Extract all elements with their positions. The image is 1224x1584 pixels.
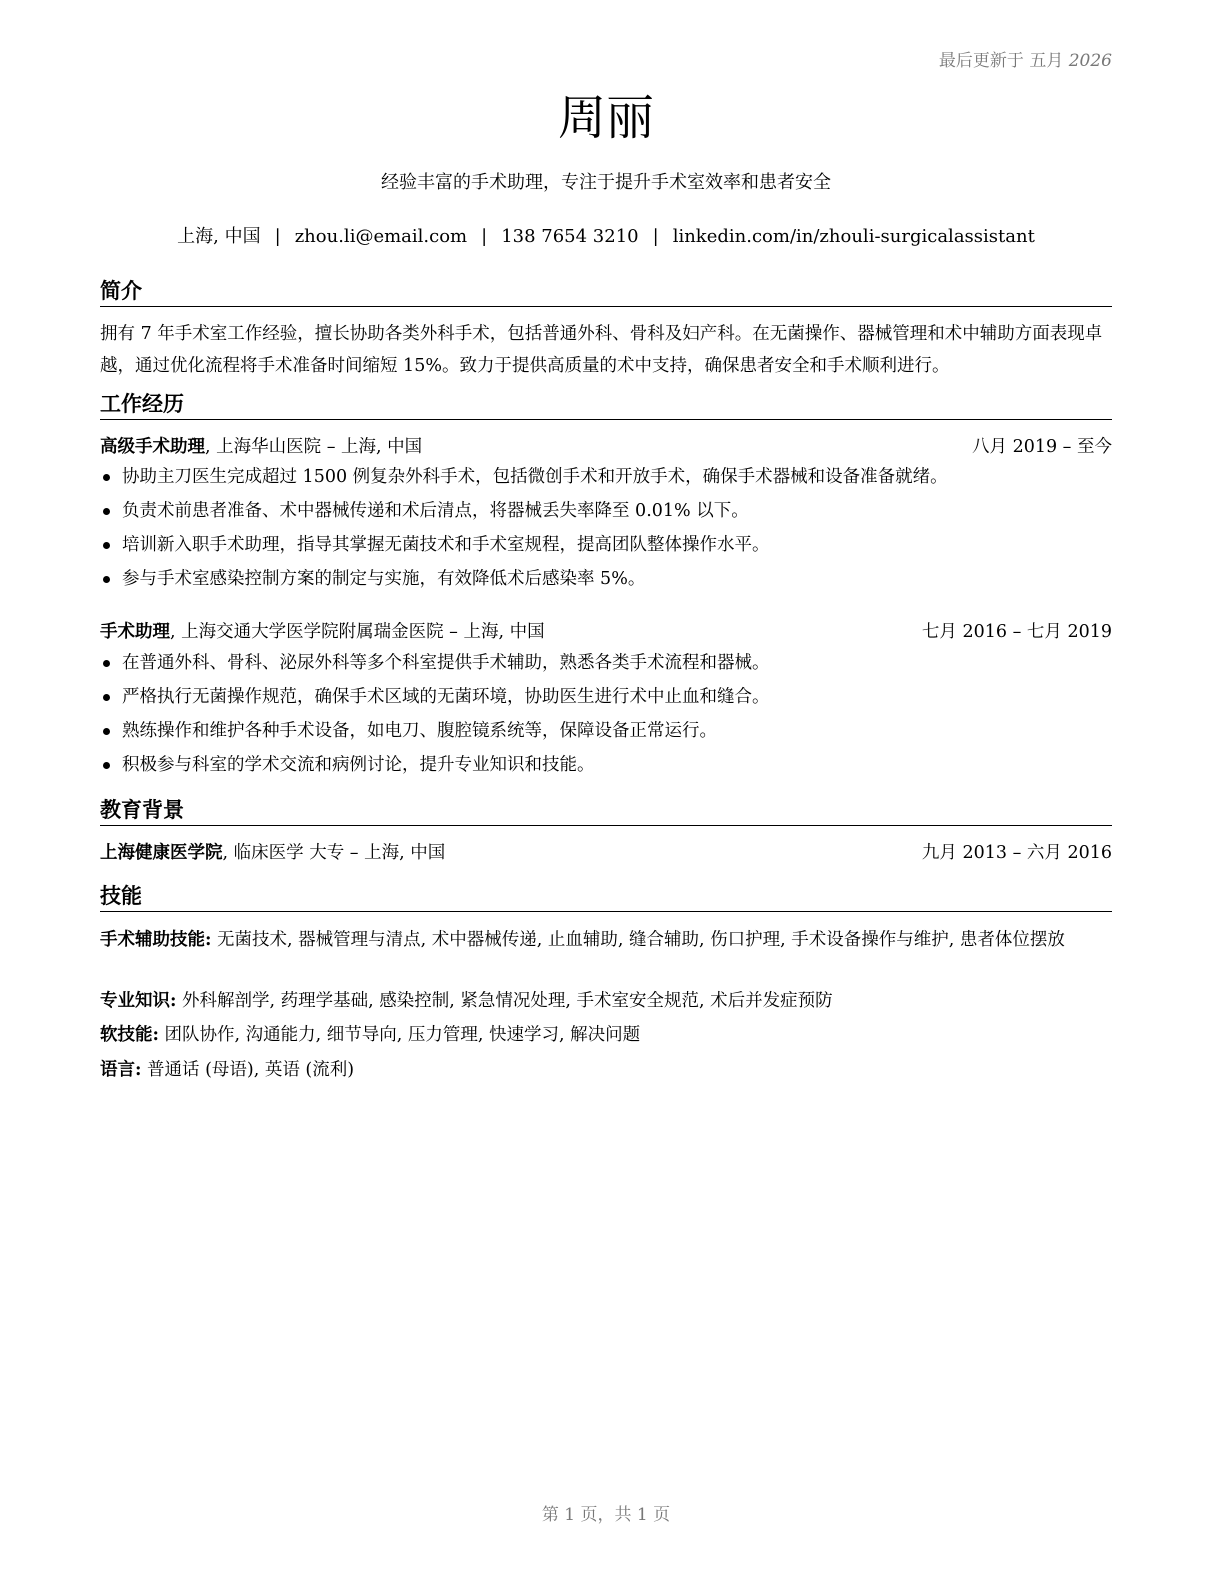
- section-title-skills: 技能: [100, 882, 1112, 912]
- bullet-item: 积极参与科室的学术交流和病例讨论，提升专业知识和技能。: [100, 748, 1112, 782]
- job-title-org: [100, 619, 545, 645]
- resume-page: [100, 0, 1112, 1584]
- contact-line: [100, 224, 1112, 250]
- skill-value: 外科解剖学, 药理学基础, 感染控制, 紧急情况处理, 手术室安全规范, 术后并发症预防: [176, 991, 833, 1011]
- education-school-detail: [100, 840, 445, 866]
- job-header: [100, 619, 1112, 645]
- education-header: [100, 840, 1112, 866]
- contact-separator: |: [652, 226, 659, 247]
- page-footer: 第 1 页，共 1 页: [541, 1505, 671, 1525]
- last-updated-year: 2026: [1068, 51, 1112, 71]
- summary-text: 拥有 7 年手术室工作经验，擅长协助各类外科手术，包括普通外科、骨科及妇产科。在无菌操作、器械管理和术中辅助方面表现卓越，通过优化流程将手术准备时间缩短 15%。致力于提供高质量的术中支持，确保患者安全和手术顺利进行。: [100, 324, 1103, 376]
- candidate-name: 周丽: [557, 90, 654, 146]
- job-title-org: [100, 434, 422, 460]
- job-org: , 上海交通大学医学院附属瑞金医院 – 上海, 中国: [170, 622, 545, 642]
- skill-value: 团队协作, 沟通能力, 细节导向, 压力管理, 快速学习, 解决问题: [158, 1025, 641, 1045]
- contact-linkedin[interactable]: linkedin.com/in/zhouli-surgicalassistant: [672, 226, 1035, 247]
- bullet-item: 参与手术室感染控制方案的制定与实施，有效降低术后感染率 5%。: [100, 562, 1112, 596]
- skill-label: 软技能:: [100, 1025, 159, 1045]
- skill-line: [100, 1057, 1112, 1084]
- job-bullets: [100, 460, 1112, 596]
- education-dates: 九月 2013 – 六月 2016: [921, 843, 1112, 863]
- headline: 经验丰富的手术助理，专注于提升手术室效率和患者安全: [381, 172, 831, 193]
- skill-line: [100, 988, 1112, 1015]
- job-role: 高级手术助理: [100, 437, 205, 457]
- education-school: 上海健康医学院: [100, 843, 223, 863]
- section-title-experience: 工作经历: [100, 390, 1112, 420]
- job-dates: 八月 2019 – 至今: [972, 437, 1112, 457]
- last-updated: [939, 46, 1112, 71]
- bullet-item: 培训新入职手术助理，指导其掌握无菌技术和手术室规程，提高团队整体操作水平。: [100, 528, 1112, 562]
- skill-label: 专业知识:: [100, 991, 177, 1011]
- skill-label: 手术辅助技能:: [100, 930, 212, 950]
- bullet-item: 负责术前患者准备、术中器械传递和术后清点，将器械丢失率降至 0.01% 以下。: [100, 494, 1112, 528]
- contact-phone: 138 7654 3210: [501, 226, 639, 247]
- bullet-item: 在普通外科、骨科、泌尿外科等多个科室提供手术辅助，熟悉各类手术流程和器械。: [100, 646, 1112, 680]
- job-org: , 上海华山医院 – 上海, 中国: [205, 437, 423, 457]
- contact-email[interactable]: zhou.li@email.com: [294, 226, 468, 247]
- job-dates: 七月 2016 – 七月 2019: [921, 622, 1112, 642]
- education-detail: , 临床医学 大专 – 上海, 中国: [222, 843, 446, 863]
- bullet-item: 协助主刀医生完成超过 1500 例复杂外科手术，包括微创手术和开放手术，确保手术器械和设备准备就绪。: [100, 460, 1112, 494]
- job-bullets: [100, 646, 1112, 782]
- skill-line: [100, 1022, 1112, 1049]
- last-updated-prefix: 最后更新于 五月: [938, 51, 1064, 71]
- bullet-item: 熟练操作和维护各种手术设备，如电刀、腹腔镜系统等，保障设备正常运行。: [100, 714, 1112, 748]
- job-header: [100, 434, 1112, 460]
- bullet-item: 严格执行无菌操作规范，确保手术区域的无菌环境，协助医生进行术中止血和缝合。: [100, 680, 1112, 714]
- contact-separator: |: [274, 226, 281, 247]
- section-title-education: 教育背景: [100, 796, 1112, 826]
- section-title-summary: 简介: [100, 277, 1112, 307]
- skill-label: 语言:: [100, 1060, 142, 1080]
- skill-value: 普通话 (母语), 英语 (流利): [141, 1060, 355, 1080]
- job-role: 手术助理: [100, 622, 170, 642]
- skill-line: [100, 927, 1112, 954]
- contact-location: 上海, 中国: [177, 226, 261, 247]
- contact-separator: |: [481, 226, 488, 247]
- skill-value: 无菌技术, 器械管理与清点, 术中器械传递, 止血辅助, 缝合辅助, 伤口护理, 手术设备操作与维护, 患者体位摆放: [211, 930, 1065, 950]
